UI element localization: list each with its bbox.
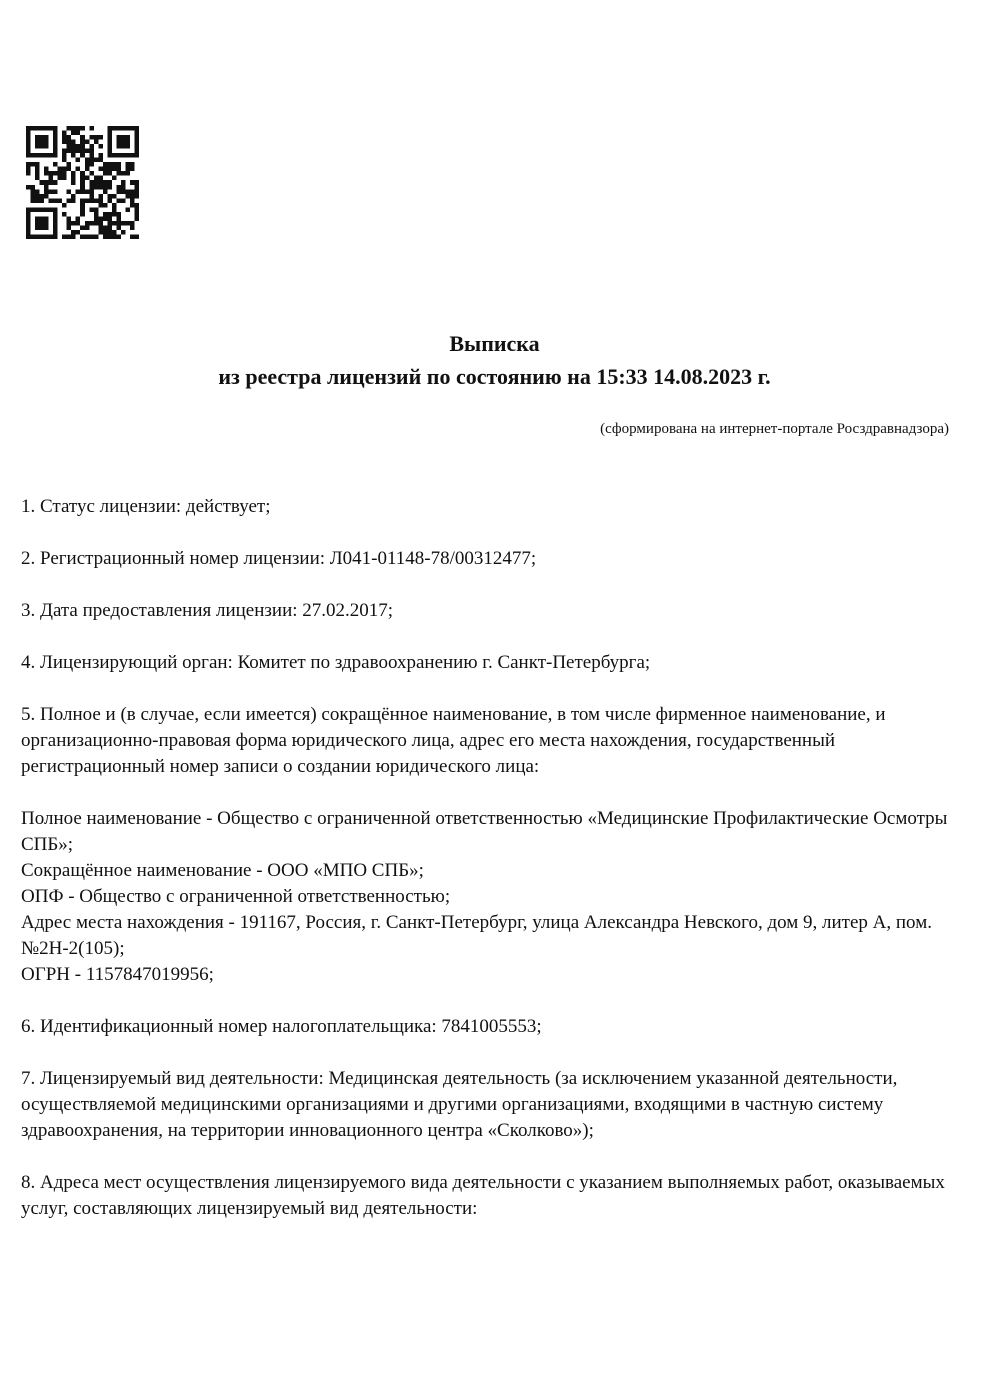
document-title: Выписка	[449, 331, 540, 356]
qr-code-icon	[26, 126, 139, 239]
inn: 6. Идентификационный номер налогоплательщика: 7841005553;	[21, 1016, 542, 1037]
ogrn: ОГРН - 1157847019956;	[21, 964, 214, 985]
license-grant-date: 3. Дата предоставления лицензии: 27.02.2017;	[21, 600, 394, 621]
activity-addresses-intro: 8. Адреса мест осуществления лицензируемого вида деятельности с указанием выполняемых работ, оказываемых услуг, составляющих лицензируемый вид деятельности:	[21, 1172, 945, 1219]
license-status: 1. Статус лицензии: действует;	[21, 496, 271, 517]
opf: ОПФ - Общество с ограниченной ответственностью;	[21, 886, 451, 907]
licensing-authority: 4. Лицензирующий орган: Комитет по здравоохранению г. Санкт-Петербурга;	[21, 652, 651, 673]
short-name: Сокращённое наименование - ООО «МПО СПБ»;	[21, 860, 424, 881]
source-note: (сформирована на интернет-портале Росздравнадзора)	[600, 421, 949, 437]
licensed-activity: 7. Лицензируемый вид деятельности: Медицинская деятельность (за исключением указанной деятельности, осуществляемой медицинскими организациями и другими организациями, входящими в частную систему здравоохранения, на территории инновационного центра «Сколково»);	[21, 1068, 898, 1141]
document-subtitle: из реестра лицензий по состоянию на 15:33 14.08.2023 г.	[218, 364, 771, 389]
legal-entity-intro: 5. Полное и (в случае, если имеется) сокращённое наименование, в том числе фирменное наименование, и организационно-правовая форма юридического лица, адрес его места нахождения, государственный регистрационный номер записи о создании юридического лица:	[21, 704, 886, 777]
full-name: Полное наименование - Общество с ограниченной ответственностью «Медицинские Профилактические Осмотры СПБ»;	[21, 808, 948, 855]
document-body	[21, 494, 956, 1222]
license-reg-number: 2. Регистрационный номер лицензии: Л041-01148-78/00312477;	[21, 548, 537, 569]
address: Адрес места нахождения - 191167, Россия, г. Санкт-Петербург, улица Александра Невского, дом 9, литер А, пом. №2Н-2(105);	[21, 912, 932, 959]
